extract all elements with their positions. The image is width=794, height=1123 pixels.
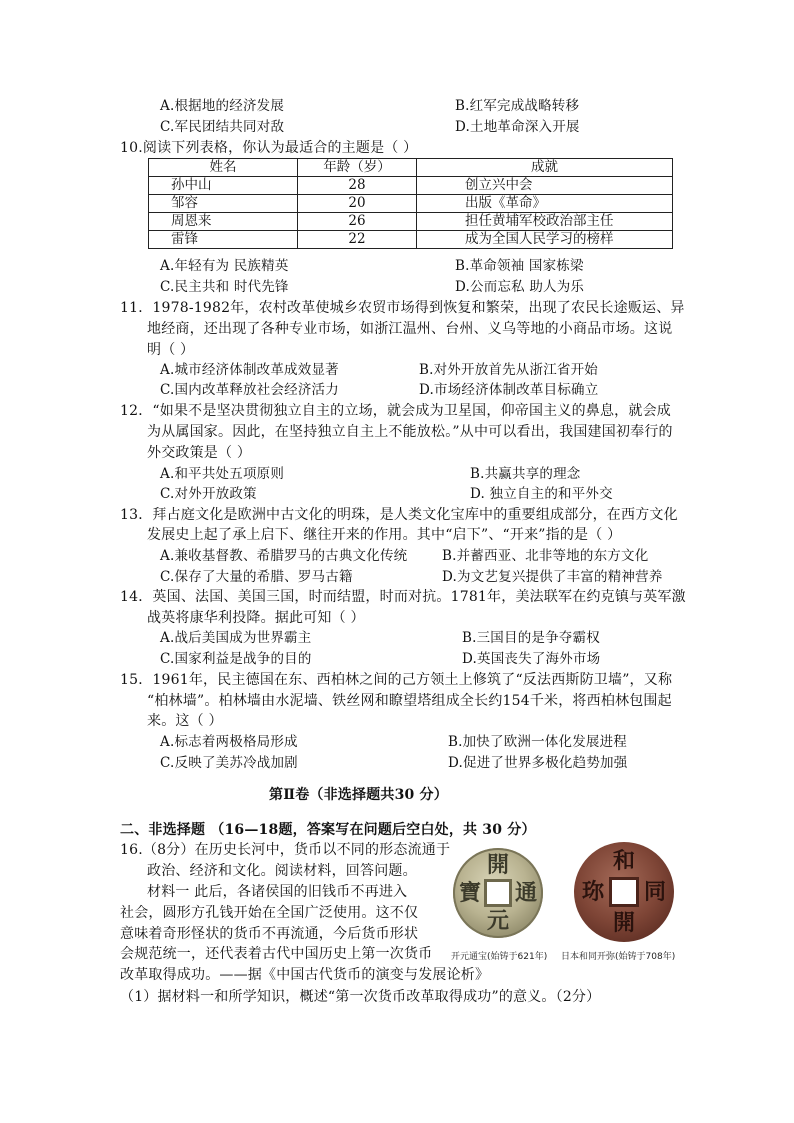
coin-glyph: 珎 xyxy=(582,879,605,905)
q9-option-a: A.根据地的经济发展 xyxy=(160,98,285,114)
table-header: 姓名 xyxy=(149,159,298,177)
coin-glyph: 開 xyxy=(487,852,510,878)
q13-option-d: D.为文艺复兴提供了丰富的精神营养 xyxy=(442,569,663,585)
q12-stem-line2: 为从属国家。因此，在坚持独立自主上不能放松。”从中可以看出，我国建国初奉行的 xyxy=(147,424,673,440)
q14-stem-line1: 14．英国、法国、美国三国，时而结盟，时而对抗。1781年，美法联军在约克镇与英军激 xyxy=(120,589,686,605)
q12-option-c: C.对外开放政策 xyxy=(160,486,257,502)
wado-kaichin-coin-icon xyxy=(574,842,674,942)
q16-material1-line4: 会规范统一，还代表着古代中国历史上第一次货币 xyxy=(120,946,433,962)
section-heading: 二、非选择题 （16—18题，答案写在问题后空白处，共 30 分） xyxy=(120,822,536,838)
table-header: 成就 xyxy=(417,159,673,177)
table-header: 年龄（岁） xyxy=(298,159,417,177)
coin-glyph: 開 xyxy=(613,910,636,936)
table-cell: 周恩来 xyxy=(149,213,298,231)
q12-stem-line1: 12．“如果不是坚决贯彻独立自主的立场，就会成为卫星国，仰帝国主义的鼻息，就会成 xyxy=(120,403,671,419)
q16-material1-line2: 社会，圆形方孔钱开始在全国广泛使用。这不仅 xyxy=(120,905,419,921)
q15-option-c: C.反映了美苏冷战加剧 xyxy=(160,755,298,771)
q11-stem-line3: 明（ ） xyxy=(147,342,195,358)
coin-glyph: 同 xyxy=(644,879,667,905)
table-cell: 出版《革命》 xyxy=(417,195,673,213)
coin2-caption: 日本和同开弥(始铸于708年) xyxy=(561,952,676,962)
table-row xyxy=(149,195,673,213)
q14-option-a: A.战后美国成为世界霸主 xyxy=(160,630,312,646)
q9-option-d: D.土地革命深入开展 xyxy=(455,119,580,135)
q9-option-c: C.军民团结共同对敌 xyxy=(160,119,285,135)
q13-option-c: C.保存了大量的希腊、罗马古籍 xyxy=(160,569,353,585)
q12-stem-line3: 外交政策是（ ） xyxy=(147,445,252,461)
table-cell: 孙中山 xyxy=(149,177,298,195)
coin-glyph: 通 xyxy=(515,880,538,906)
q10-table xyxy=(148,158,673,249)
q16-material1-line1: 材料一 此后，各诸侯国的旧钱币不再进入 xyxy=(147,884,408,900)
table-cell: 雷锋 xyxy=(149,231,298,249)
coin-glyph: 和 xyxy=(613,848,636,874)
q14-stem-line2: 战英将康华利投降。据此可知（ ） xyxy=(147,610,365,626)
q15-option-d: D.促进了世界多极化趋势加强 xyxy=(448,755,628,771)
q10-option-d: D.公而忘私 助人为乐 xyxy=(455,279,585,295)
square-hole xyxy=(612,880,636,904)
q11-stem-line2: 地经商，还出现了各种专业市场，如浙江温州、台州、义乌等地的小商品市场。这说 xyxy=(147,321,673,337)
q15-option-a: A.标志着两极格局形成 xyxy=(160,734,298,750)
table-cell: 28 xyxy=(298,177,417,195)
q11-option-a: A.城市经济体制改革成效显著 xyxy=(160,362,339,378)
table-cell: 邹容 xyxy=(149,195,298,213)
table-row xyxy=(149,177,673,195)
table-row xyxy=(149,213,673,231)
q11-option-d: D.市场经济体制改革目标确立 xyxy=(419,382,599,398)
q16-stem-line2: 政治、经济和文化。阅读材料，回答问题。 xyxy=(147,863,417,879)
q15-stem-line3: 来。这（ ） xyxy=(147,713,223,729)
table-cell: 担任黄埔军校政治部主任 xyxy=(417,213,673,231)
square-hole xyxy=(487,882,509,904)
q13-option-a: A.兼收基督教、希腊罗马的古典文化传统 xyxy=(160,548,408,564)
part2-title: 第Ⅱ卷（非选择题共30 分） xyxy=(269,787,448,803)
q16-stem-line1: 16.（8分）在历史长河中，货币以不同的形态流通于 xyxy=(120,842,451,858)
q16-material1-line3: 意味着奇形怪状的货币不再流通，今后货币形状 xyxy=(120,926,419,942)
q14-option-d: D.英国丧失了海外市场 xyxy=(462,651,601,667)
q13-stem-line1: 13．拜占庭文化是欧洲中古文化的明珠，是人类文化宝库中的重要组成部分，在西方文化 xyxy=(120,507,678,523)
q10-option-a: A.年轻有为 民族精英 xyxy=(160,258,289,274)
table-cell: 成为全国人民学习的榜样 xyxy=(417,231,673,249)
q16-subquestion-1: （1）据材料一和所学知识，概述“第一次货币改革取得成功”的意义。（2分） xyxy=(120,989,601,1005)
coin-glyph: 寶 xyxy=(459,880,482,906)
q11-stem-line1: 11．1978-1982年，农村改革使城乡农贸市场得到恢复和繁荣，出现了农民长途贩运、异 xyxy=(120,300,685,316)
q15-option-b: B.加快了欧洲一体化发展进程 xyxy=(448,734,628,750)
q10-option-b: B.革命领袖 国家栋梁 xyxy=(455,258,584,274)
q9-option-b: B.红军完成战略转移 xyxy=(455,98,580,114)
q10-stem: 10.阅读下列表格，你认为最适合的主题是（ ） xyxy=(120,140,418,156)
q11-option-c: C.国内改革释放社会经济活力 xyxy=(160,382,339,398)
q15-stem-line1: 15．1961年，民主德国在东、西柏林之间的己方领土上修筑了“反法西斯防卫墙”，又称 xyxy=(120,672,673,688)
q12-option-b: B.共赢共享的理念 xyxy=(470,466,581,482)
table-cell: 创立兴中会 xyxy=(417,177,673,195)
q13-stem-line2: 发展史上起了承上启下、继往开来的作用。其中“启下”、“开来”指的是（ ） xyxy=(147,527,622,543)
q10-option-c: C.民主共和 时代先锋 xyxy=(160,279,289,295)
table-header-row xyxy=(149,159,673,177)
coin1-caption: 开元通宝(始铸于621年) xyxy=(451,952,548,962)
table-row xyxy=(149,231,673,249)
q12-option-d: D. 独立自主的和平外交 xyxy=(470,486,613,502)
q14-option-b: B.三国目的是争夺霸权 xyxy=(462,630,600,646)
table-cell: 20 xyxy=(298,195,417,213)
q14-option-c: C.国家利益是战争的目的 xyxy=(160,651,312,667)
q13-option-b: B.并蓄西亚、北非等地的东方文化 xyxy=(442,548,649,564)
table-cell: 22 xyxy=(298,231,417,249)
q16-material1-source: 改革取得成功。——据《中国古代货币的演变与发展论析》 xyxy=(120,967,490,983)
q11-option-b: B.对外开放首先从浙江省开始 xyxy=(419,362,599,378)
q15-stem-line2: “柏林墙”。柏林墙由水泥墙、铁丝网和瞭望塔组成全长约154千米，将西柏林包围起 xyxy=(147,693,672,709)
q12-option-a: A.和平共处五项原则 xyxy=(160,466,285,482)
coin-glyph: 元 xyxy=(487,908,510,934)
table-cell: 26 xyxy=(298,213,417,231)
kaiyuan-tongbao-coin-icon xyxy=(453,848,543,938)
